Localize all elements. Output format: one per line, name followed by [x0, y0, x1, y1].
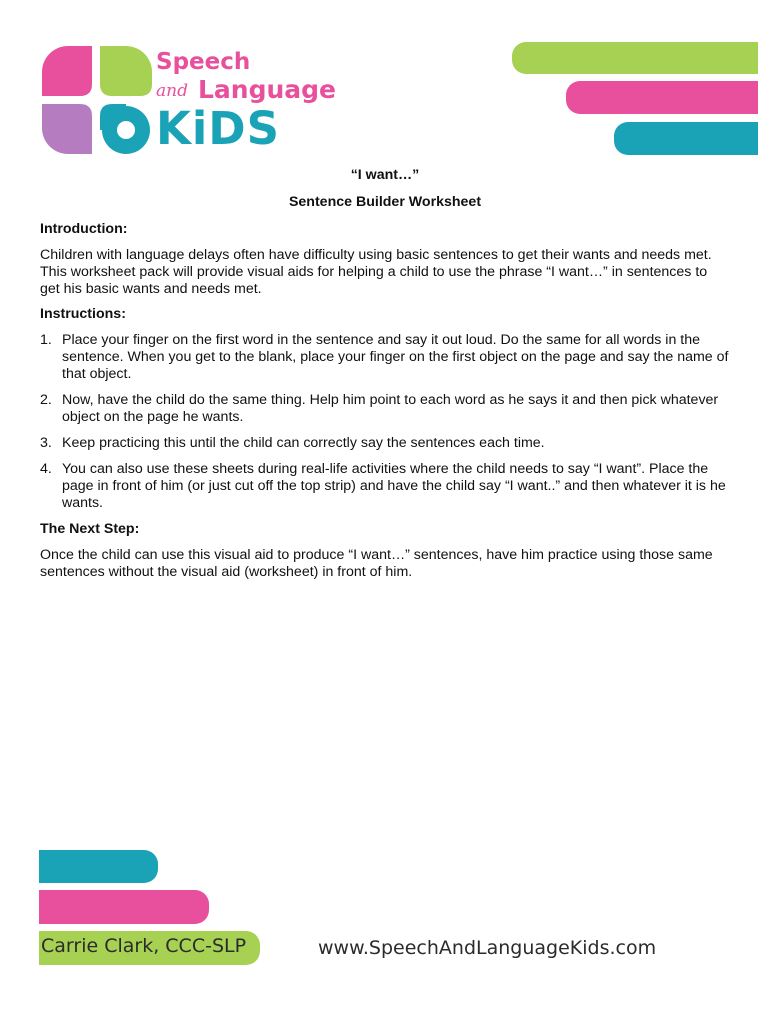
instruction-item — [40, 392, 730, 426]
instruction-number: 3. — [40, 435, 52, 451]
worksheet-title: “I want…” — [350, 167, 420, 183]
logo-text-speech: Speech — [156, 49, 251, 75]
logo-text-kids: KiDS — [156, 102, 281, 155]
next-step-heading: The Next Step: — [40, 521, 140, 537]
logo-text-and: and — [156, 81, 188, 101]
instruction-text: Keep practicing this until the child can correctly say the sentences each time. — [62, 435, 545, 451]
worksheet-subtitle: Sentence Builder Worksheet — [288, 194, 482, 210]
website-url: www.SpeechAndLanguageKids.com — [318, 937, 657, 959]
instruction-text: You can also use these sheets during real-life activities where the child needs to say “I want”. Place the page in front of him (or just cut off the top strip) and have the child say “I want..” and then whatever it is he wants. — [62, 461, 726, 511]
speech-and-language-kids-logo-icon — [40, 44, 152, 156]
worksheet-content — [40, 167, 730, 589]
instruction-number: 2. — [40, 392, 52, 408]
author-credit: Carrie Clark, CCC-SLP — [41, 935, 247, 957]
instruction-text: Now, have the child do the same thing. Help him point to each word as he says it and then pick whatever object on the page he wants. — [62, 392, 719, 425]
instruction-item — [40, 461, 730, 512]
instruction-item — [40, 332, 730, 383]
instruction-text: Place your finger on the first word in the sentence and say it out loud. Do the same for all words in the sentence. When you get to the blank, place your finger on the first object on the page and say the name of that object. — [62, 332, 729, 382]
footer-stripe-teal — [39, 850, 158, 883]
instructions-list — [40, 332, 730, 512]
instructions-heading: Instructions: — [40, 306, 126, 322]
footer-stripe-pink — [39, 890, 209, 924]
introduction-text: Children with language delays often have difficulty using basic sentences to get their wants and needs met. This worksheet pack will provide visual aids for helping a child to use the phrase “I want…” in sentences to get his basic wants and needs met. — [40, 247, 712, 297]
decorative-stripe-pink — [566, 81, 758, 114]
introduction-heading: Introduction: — [40, 221, 128, 237]
decorative-stripe-teal — [614, 122, 758, 155]
instruction-number: 1. — [40, 332, 52, 348]
instruction-number: 4. — [40, 461, 52, 477]
decorative-stripe-green — [512, 42, 758, 74]
next-step-text: Once the child can use this visual aid to produce “I want…” sentences, have him practice using those same sentences without the visual aid (worksheet) in front of him. — [40, 547, 713, 580]
logo-text-language: Language — [198, 75, 337, 104]
instruction-item — [40, 435, 730, 452]
